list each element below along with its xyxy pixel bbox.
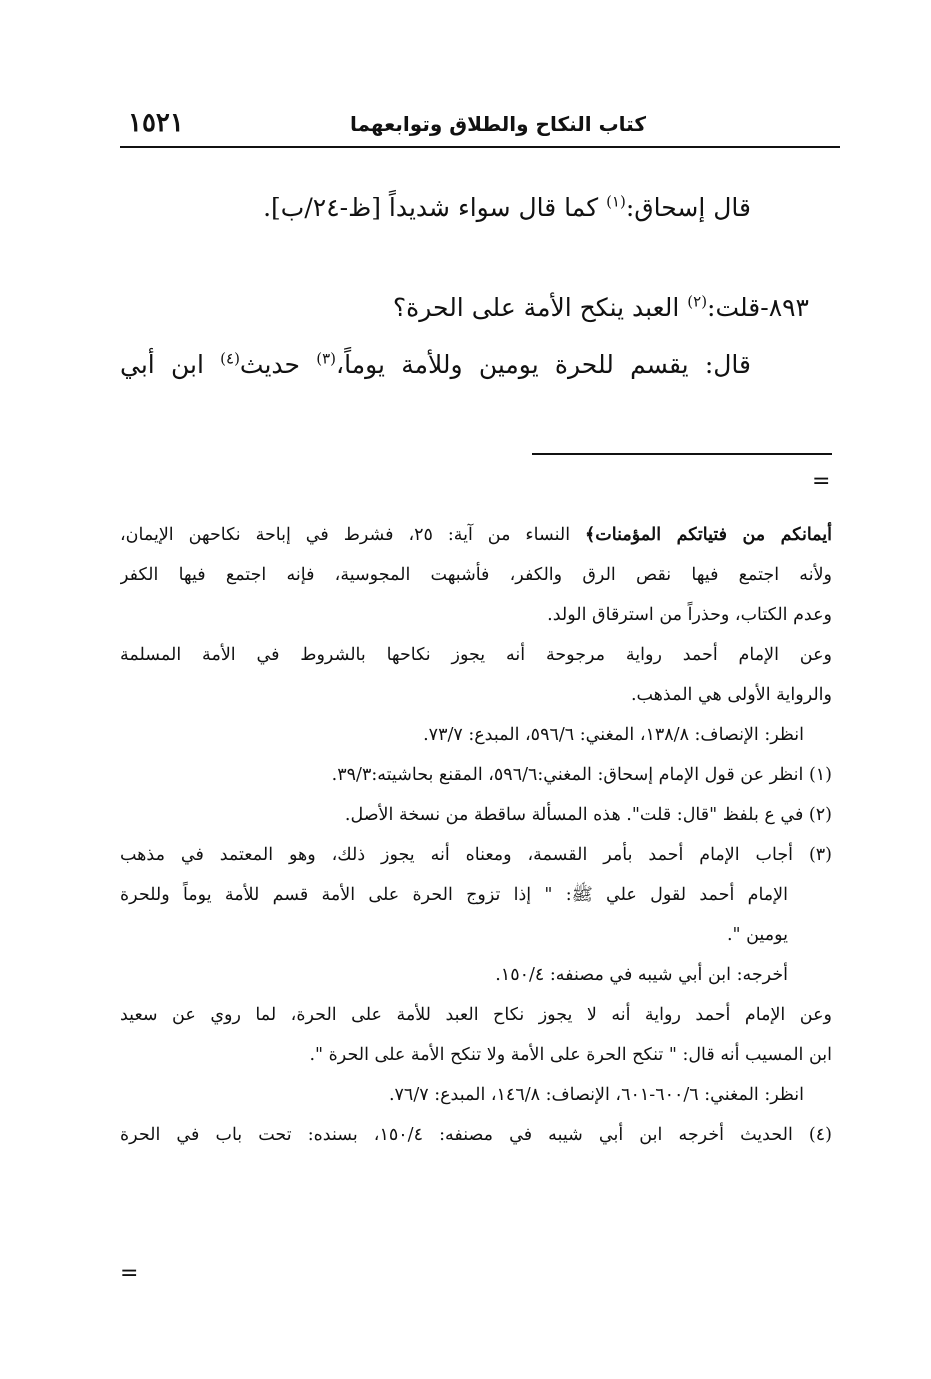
footnote-ref-2[interactable]: (٢) [687,292,708,311]
footnote-3: (٣) أجاب الإمام أحمد بأمر القسمة، ومعناه أنه يجوز ذلك، وهو المعتمد في مذهب [120,845,832,865]
footnote-continuation-line: والرواية الأولى هي المذهب. [630,685,832,705]
footnote-3-line: الإمام أحمد لقول علي ﷺ: " إذا تزوج الحرة على الأمة قسم للأمة يوماً وللحرة [120,885,788,905]
ishaq-line-text: قال إسحاق: [625,193,751,222]
footnote-continuation-line [120,515,832,555]
ishaq-line [263,193,751,222]
footnote-3-line: وعن الإمام أحمد رواية أنه لا يجوز نكاح العبد للأمة على الحرة، لما روي عن سعيد [120,1005,832,1025]
continuation-mark-bottom: = [120,1261,139,1286]
footnote-1: (١) انظر عن قول الإمام إسحاق: المغني:٥٩٦/٦، المقنع بحاشيته:٣٩/٣. [331,765,832,785]
answer-line [120,350,751,379]
footnotes-section [120,515,832,1155]
footnote-3-line: ابن المسيب أنه قال: " تنكح الحرة على الأمة ولا تنكح الأمة على الحرة ". [309,1045,832,1065]
question-text: العبد ينكح الأمة على الحرة؟ [392,293,688,322]
page-header [120,108,840,148]
question-number: ٨٩٣-قلت: [707,293,809,322]
footnote-3-line: أخرجه: ابن أبي شيبه في مصنفه: ١٥٠/٤. [495,965,788,985]
answer-continuation: ابن أبي [120,350,221,379]
question-893 [393,293,809,322]
answer-text: قال: يقسم للحرة يومين وللأمة يوماً، [336,350,751,379]
page-number: ١٥٢١ [128,108,184,138]
footnote-continuation-line: وعدم الكتاب، وحذراً من استرقاق الولد. [547,605,832,625]
ishaq-line-rest: كما قال سواء شديداً [ظ-٢٤/ب]. [263,193,607,222]
footnote-continuation-line: وعن الإمام أحمد رواية مرجوحة أنه يجوز نكاحها بالشروط في الأمة المسلمة [120,645,832,665]
answer-hadith: حديث [239,350,317,379]
footnote-separator [532,453,832,455]
quran-verse: أيمانكم من فتياتكم المؤمنات﴾ [585,525,832,545]
continuation-mark-top: = [812,469,831,494]
footnote-ref-4[interactable]: (٤) [220,349,240,368]
footnote-ref-3[interactable]: (٣) [316,349,337,368]
footnote-3-line: يومين ". [726,925,788,945]
footnote-continuation-line: ولأنه اجتمع فيها نقص الرق والكفر، فأشبهت المجوسية، فإنه اجتمع فيها الكفر [120,565,832,585]
footnote-reference-line: انظر: الإنصاف: ١٣٨/٨، المغني: ٥٩٦/٦، المبدع: ٧٣/٧. [423,725,804,745]
footnote-ref-1[interactable]: (١) [606,192,626,211]
footnote-4: (٤) الحديث أخرجه ابن أبي شيبه في مصنفه: ١٥٠/٤، بسنده: تحت باب في الحرة [120,1125,832,1145]
footnote-text: النساء من آية: ٢٥، فشرط في إباحة نكاحهن الإيمان، [120,525,586,545]
running-title: كتاب النكاح والطلاق وتوابعهما [350,112,646,136]
footnote-3-line: انظر: المغني: ٦٠٠/٦-٦٠١، الإنصاف: ١٤٦/٨، المبدع: ٧٦/٧. [388,1085,804,1105]
footnote-2: (٢) في ع بلفظ "قال: قلت". هذه المسألة ساقطة من نسخة الأصل. [344,805,832,825]
